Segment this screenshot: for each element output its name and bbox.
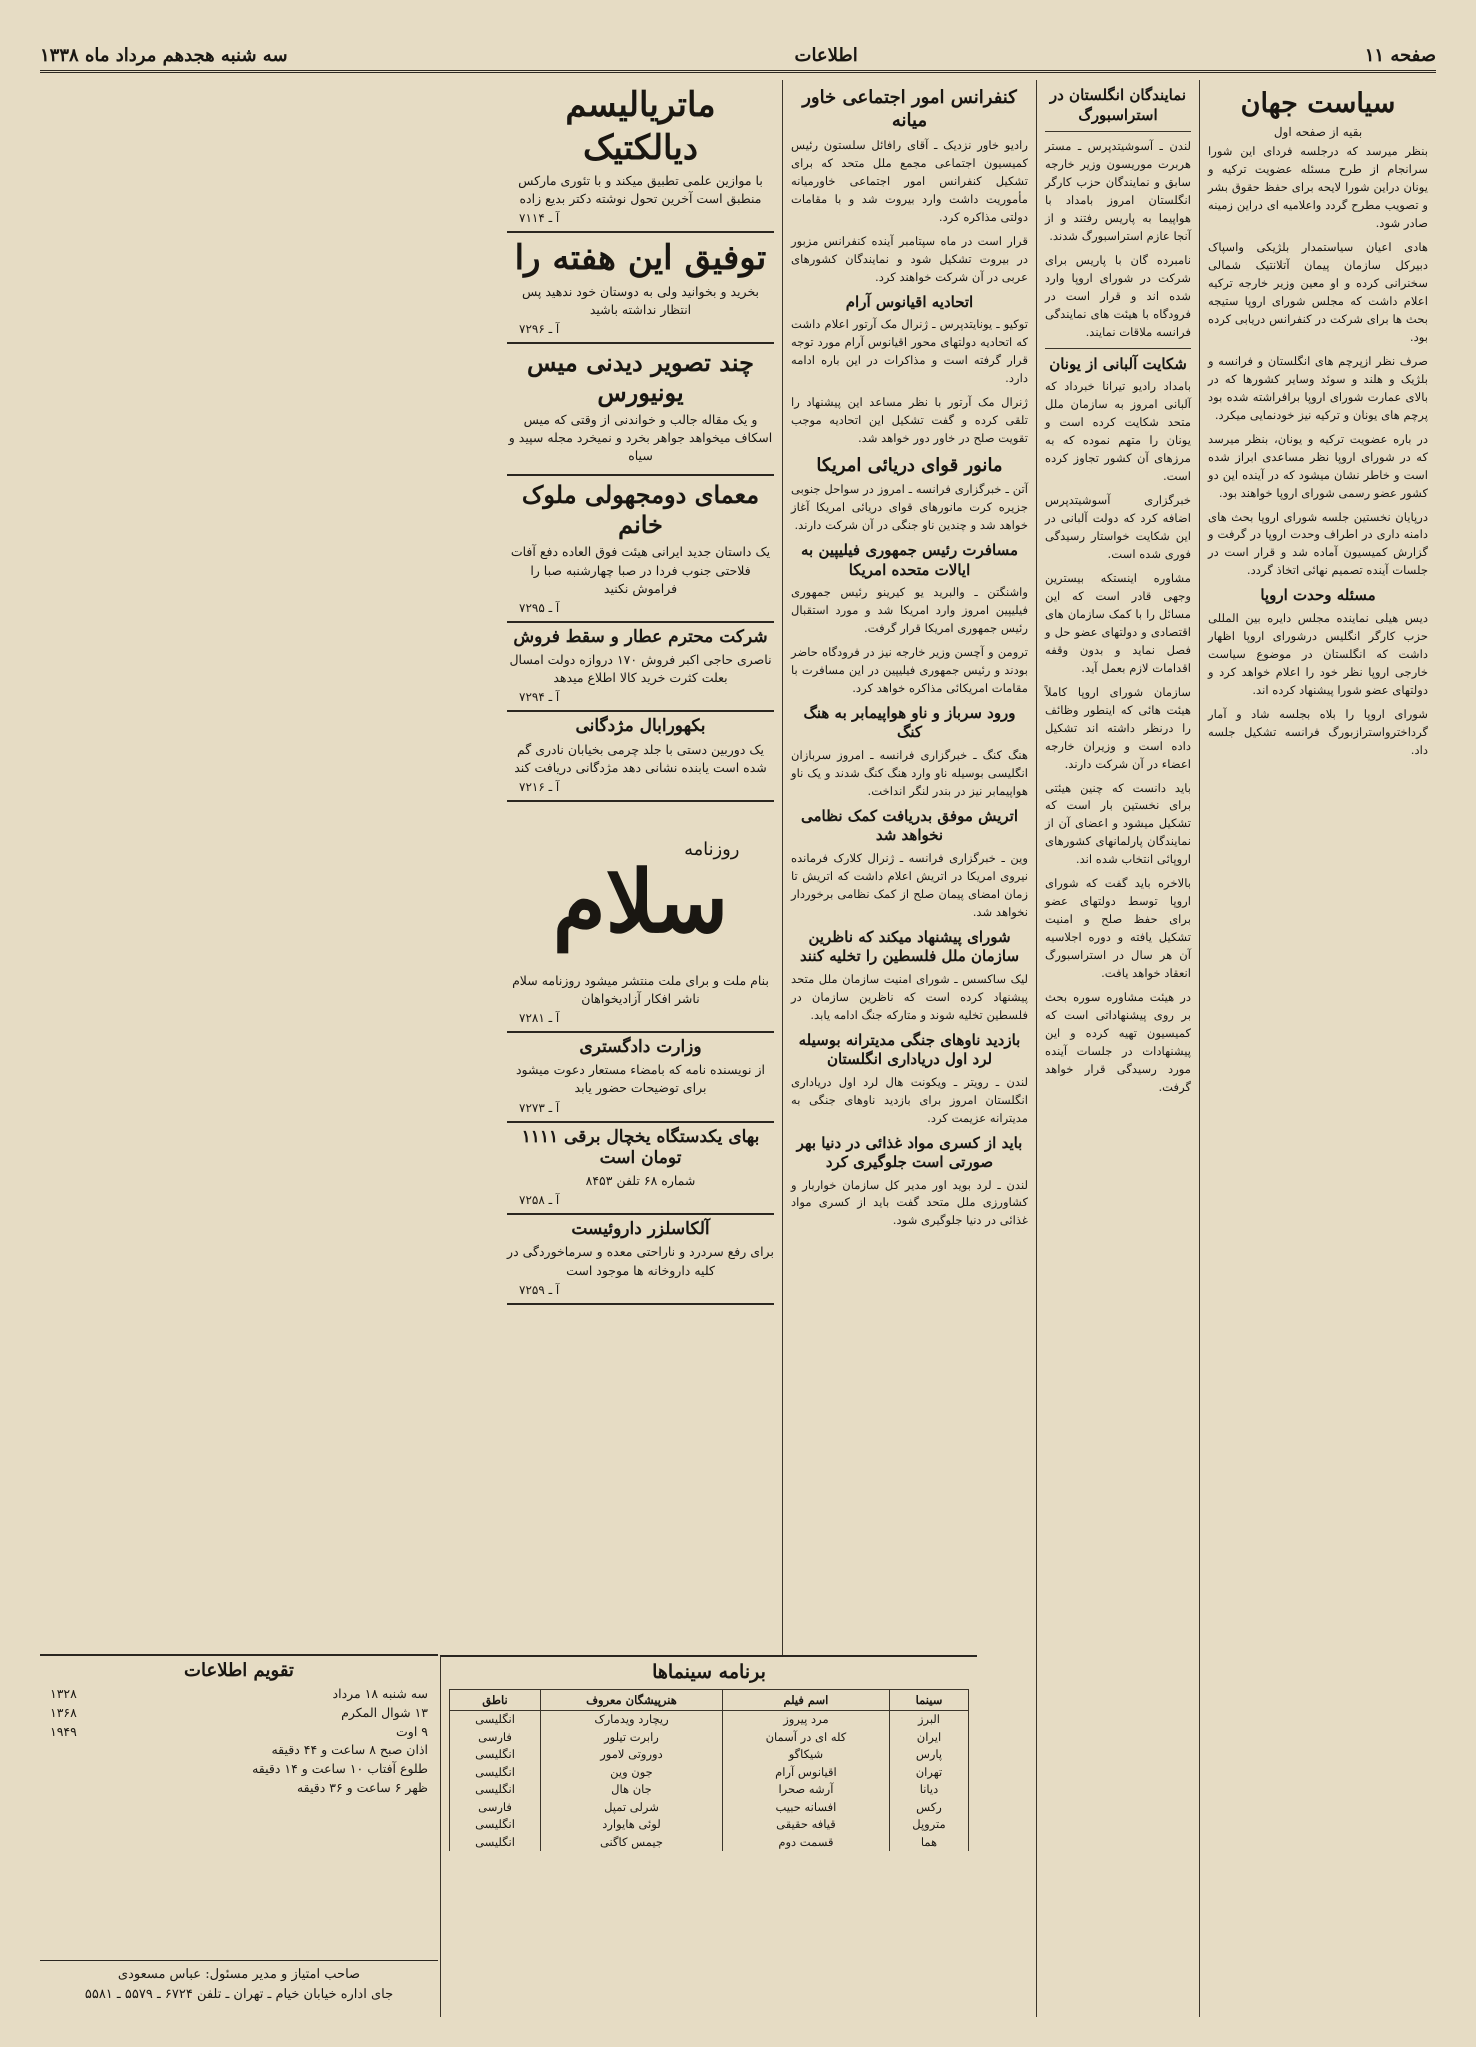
table-row [450,1799,969,1817]
world-politics-title: سیاست جهان [1240,88,1396,119]
page-number: صفحه ۱۱ [1364,44,1436,66]
calendar-value: ۱۹۴۹ [50,1723,77,1739]
ad-block [507,344,774,476]
ad-block [507,1123,774,1216]
palestine-heading: شورای پیشنهاد میکند که ناظرین سازمان ملل فلسطین را تخلیه کنند [799,927,1020,966]
table-row [450,1764,969,1782]
article-paragraph: قرار است در ماه سپتامبر آینده کنفرانس مزبور در بیروت تشکیل شود و نمایندگان کشورهای عربی در آن شرکت خواهند کرد. [791,233,1028,284]
ad-text: یک داستان جدید ایرانی هیئت فوق العاده دفع آفات فلاحتی جنوب فردا در صبا چهارشنبه صبا را فراموش نکنید [510,544,771,596]
logo-name-text: سلام [552,852,729,953]
hongkong-heading: ورود سرباز و ناو هواپیمابر به هنگ کنگ [803,703,1016,742]
ad-heading: آلکاسلزر داروئیست [571,1219,710,1240]
table-cell: افسانه حبیب [722,1799,889,1817]
calendar-label: اذان صبح ۸ ساعت و ۴۴ دقیقه [271,1742,428,1758]
table-cell: انگلیسی [450,1781,541,1799]
column-header: ناطق [450,1690,541,1711]
ad-heading: بهای یکدستگاه یخچال برقی ۱۱۱۱ تومان است [521,1126,760,1168]
ad-block [507,1033,774,1123]
ad-block [507,712,774,802]
article-paragraph: در هیئت مشاوره سوره بحث بر روی پیشنهاداتی است که کمیسیون تهیه کرده و این پیشنهادات در جلسات آینده مورد رسیدگی قرار خواهد گرفت. [1045,990,1191,1094]
ad-heading: وزارت دادگستری [579,1037,702,1057]
table-row [450,1746,969,1764]
column-header: هنرپیشگان معروف [541,1690,723,1711]
table-cell: انگلیسی [450,1746,541,1764]
article-paragraph: باید دانست که چنین هیئتی برای نخستین بار است که تشکیل میشود و اعضای آن از نمایندگان پارلمانهای کشورهای اروپائی انتخاب شده اند. [1045,780,1191,867]
table-cell: انگلیسی [450,1834,541,1852]
cinema-title: برنامه سینماها [652,1661,766,1683]
calendar-row [40,1723,438,1742]
table-cell: تهران [889,1764,968,1782]
ad-heading: ماتریالیسم دیالکتیک [565,85,716,168]
table-cell: جیمس کاگنی [541,1834,723,1852]
table-cell: لوئی هایوارد [541,1816,723,1834]
pacific-union-heading: اتحادیه اقیانوس آرام [845,292,974,311]
table-row [450,1816,969,1834]
column-header: سینما [889,1690,968,1711]
table-cell: دیانا [889,1781,968,1799]
article-paragraph: بامداد رادیو تیرانا خبرداد که آلبانی امروز به سازمان ملل متحد شکایت کرده است و یونان را متهم نموده که به مرزهای آن کشور تجاوز کرده است. [1045,379,1191,483]
austria-heading: اتریش موفق بدریافت کمک نظامی نخواهد شد [800,806,1019,845]
calendar-value: ۱۳۲۸ [50,1686,77,1701]
mediterranean-heading: بازدید ناوهای جنگی مدیترانه بوسیله لرد اول دریاداری انگلستان [798,1030,1021,1069]
article-paragraph: رادیو خاور نزدیک ـ آقای رافائل سلستون رئیس کمیسیون اجتماعی مجمع ملل متحد که برای تشکیل کنفرانس امور اجتماعی خاورمیانه مأموریت داشت وارد بیروت شد و با مقامات دولتی مذاکره کرد. [791,137,1028,224]
address-line: جای اداره خیابان خیام ـ تهران ـ تلفن ۶۷۲۴ ـ ۵۵۷۹ ـ ۵۵۸۱ [84,1986,394,2002]
article-paragraph: درپایان نخستین جلسه شورای اروپا بحث های دامنه داری در اطراف وحدت اروپا در گرفت و گزارش کمیسیون آماده شد و قرار است در جلسات آینده تصمیم نهائی اتخاذ گردد. [1208,509,1428,578]
world-politics-subtitle: بقیه از صفحه اول [1273,125,1363,140]
article-paragraph: دیس هیلی نماینده مجلس دایره بین المللی حزب کارگر انگلیس درشورای اروپا اظهار داشت که انگلستان در موضوع سیاست خارجی اروپا نظر خود را اعلام خواهد کرد و دولتهای عضو شورا پیشنهاد کرده اند. [1208,610,1428,697]
table-cell: رکس [889,1799,968,1817]
article-paragraph: آتن ـ خبرگزاری فرانسه ـ امروز در سواحل جنوبی جزیره کرت مانورهای قوای دریائی امریکا آغاز خواهد شد و چندین ناو جنگی در آن شرکت دارند. [791,482,1028,533]
calendar-label: سه شنبه ۱۸ مرداد [332,1686,428,1701]
ad-text: برای رفع سردرد و ناراحتی معده و سرماخوردگی در کلیه داروخانه ها موجود است [507,1244,774,1278]
calendar-row [40,1760,438,1779]
calendar-label: ظهر ۶ ساعت و ۳۶ دقیقه [296,1779,428,1795]
ad-text: از نویسنده نامه که بامضاء مستعار دعوت میشود برای توضیحات حضور یابد [515,1062,765,1096]
table-cell: جون وین [541,1764,723,1782]
ad-code: آ ـ ۷۲۹۴ [519,690,560,705]
column-world-politics [1199,80,1436,2017]
table-cell: قسمت دوم [722,1834,889,1852]
article-paragraph: بالاخره باید گفت که شورای اروپا توسط دولتهای عضو برای حفظ صلح و امنیت تشکیل یافته و دوره اجلاسیه آن هر سال در استراسبورگ انعقاد خواهد یافت. [1045,876,1191,981]
ad-heading: معمای دومجهولی ملوک خانم [521,480,760,540]
ad-text: و یک مقاله جالب و خواندنی از وقتی که میس اسکاف میخواهد جواهر بخرد و نمیخرد مجله سپید و سیاه [508,412,773,464]
table-row [450,1711,969,1729]
table-cell: پارس [889,1746,968,1764]
article-paragraph: نامبرده گان با پاریس برای شرکت در شورای اروپا وارد شده اند و قرار است در فرودگاه با هیئت های نمایندگی فرانسه ملاقات نمایند. [1045,252,1191,339]
divider [1045,131,1191,132]
albania-complaint-title: شکایت آلبانی از یونان [1049,354,1187,373]
calendar-label: طلوع آفتاب ۱۰ ساعت و ۱۴ دقیقه [252,1761,428,1776]
ad-code: آ ـ ۷۲۱۶ [519,779,560,794]
ad-text: یک دوربین دستی با جلد چرمی بخیابان نادری گم شده است یابنده نشانی دهد مژدگانی دریافت کند [514,741,767,775]
table-cell: رابرت تیلور [541,1729,723,1747]
ad-block [507,1215,774,1305]
ad-heading: توفیق این هفته را [514,238,767,279]
table-cell: فارسی [450,1799,541,1817]
calendar-label: ۱۳ شوال المکرم [341,1704,428,1720]
paper-name: اطلاعات [794,44,858,66]
table-cell: متروپل [889,1816,968,1834]
article-paragraph: واشنگتن ـ والبرید یو کیرینو رئیس جمهوری فیلیپین امروز وارد امریکا شد و مورد استقبال رئیس جمهوری امریکا قرار گرفت. [791,585,1028,636]
british-delegates-title: نمایندگان انگلستان در استراسبورگ [1049,86,1187,124]
table-cell: قیافه حقیقی [722,1816,889,1834]
calendar-rows [40,1685,438,1798]
article-paragraph: لندن ـ لرد بوید اور مدیر کل سازمان خواربار و کشاورزی ملل متحد گفت باید از کسری مواد غذائی در دنیا جلوگیری شود. [791,1177,1028,1228]
calendar-row [40,1741,438,1760]
ad-text: بخرید و بخوانید ولی به دوستان خود ندهید پس انتظار نداشته باشید [521,283,759,317]
ad-code: آ ـ ۷۲۸۱ [519,1011,560,1025]
table-cell: فارسی [450,1729,541,1747]
ad-code: آ ـ ۷۲۹۶ [519,322,560,336]
table-cell: انگلیسی [450,1711,541,1729]
calendar-row [40,1704,438,1723]
ad-block [507,623,774,713]
ad-heading: بکهورابال مژدگانی [575,716,706,737]
article-paragraph: توکیو ـ یونایتدپرس ـ ژنرال مک آرتور اعلام داشت که اتحادیه دولتهای محور اقیانوس آرام مورد توجه قرار گرفته است و مذاکرات در این باره ادامه دارد. [791,317,1028,385]
table-row [450,1834,969,1852]
cinema-table [449,1689,969,1851]
ad-text: با موازین علمی تطبیق میکند و با تئوری مارکس منطبق است آخرین تحول نوشته دکتر بدیع زاده [518,173,763,207]
table-header-row [450,1690,969,1711]
column-british-delegates [1036,80,1199,2017]
middle-east-conference-title: کنفرانس امور اجتماعی خاور میانه [802,87,1017,132]
article-paragraph: ترومن و آچسن وزیر خارجه نیز در فرودگاه حاضر بودند و رئیس جمهوری فیلیپین در این مسافرت با مقامات امریکائی مذاکره خواهد کرد. [791,645,1028,695]
article-paragraph: صرف نظر ازپرچم های انگلستان و فرانسه و بلژیک و هلند و سوئد وسایر کشورها که در بالای عمارت شورای اروپا برافراشته شده بود پرچم های یونان و ترکیه نیز خودنمایی میکرد. [1208,353,1428,422]
ad-block [507,80,774,233]
issue-date: سه شنبه هجدهم مرداد ماه ۱۳۳۸ [40,44,288,66]
ad-text: شماره ۶۸ تلفن ۸۴۵۳ [585,1173,696,1188]
logo-small-text: روزنامه [684,838,740,860]
table-cell: جان هال [541,1781,723,1799]
calendar-title: تقویم اطلاعات [184,1660,294,1681]
food-shortage-heading: باید از کسری مواد غذائی در دنیا بهر صورتی است جلوگیری کرد [796,1133,1023,1172]
ad-block [507,476,774,622]
article-paragraph: لندن ـ آسوشیتدپرس ـ مستر هربرت موریسون وزیر خارجه سابق و نمایندگان حزب کارگر انگلستان امروز بامداد با هواپیما به پاریس رفتند و از آنجا عازم استراسبورگ شدند. [1045,139,1191,243]
salam-logo-image [507,819,774,959]
table-cell: کله ای در آسمان [722,1729,889,1747]
cinema-programme [440,1655,977,2017]
table-cell: هما [889,1834,968,1852]
table-cell: شیکاگو [722,1746,889,1764]
article-paragraph: هنگ کنگ ـ خبرگزاری فرانسه ـ امروز سربازان انگلیسی بوسیله ناو وارد هنگ کنگ شدند و یک ناو هواپیمابر نیز در بندر لنگر انداخت. [791,747,1028,798]
calendar-box [40,1654,438,1798]
article-paragraph: لیک ساکسس ـ شورای امنیت سازمان ملل متحد پیشنهاد کرده است که ناظرین سازمان در فلسطین تخلیه شوند و متارکه جنگ ادامه یابد. [791,971,1028,1022]
column-header: اسم فیلم [722,1690,889,1711]
divider [1045,348,1191,349]
table-cell: دوروتی لامور [541,1746,723,1764]
ad-heading: شرکت محترم عطار و سقط فروش [513,626,768,647]
column-middle-east [782,80,1036,1655]
ad-code: آ ـ ۷۲۷۳ [519,1100,560,1115]
table-row [450,1729,969,1747]
salam-logo [507,814,774,964]
article-paragraph: شورای اروپا را بلاه بجلسه شاد و آمار گرداخترواسترازبورگ فرانسه تشکیل جلسه داد. [1208,706,1428,757]
article-paragraph: هادی اعیان سیاستمدار بلژیکی واسپاک دبیرکل سازمان پیمان آتلانتیک شمالی سخنرانی کرده و او معین وزیر خارجه ترکیه اعلام داشت که مجلس شورای اروپا ستیجه بحث ها برای شرکت در کنفرانس دریابی کرده بود. [1208,239,1428,344]
salam-newspaper-ad [507,802,774,1033]
ad-text: ناصری حاجی اکبر فروش ۱۷۰ دروازه دولت امسال بعلت کثرت خرید کالا اطلاع میدهد [509,652,772,686]
ad-heading: چند تصویر دیدنی میس یونیورس [527,348,754,407]
table-cell: البرز [889,1711,968,1729]
article-paragraph: وین ـ خبرگزاری فرانسه ـ ژنرال کلارک فرمانده نیروی امریکا در اتریش اعلام داشت که اتریش تا زمان امضای پیمان صلح از کمک نظامی برخوردار نخواهد شد. [791,850,1028,919]
calendar-row [40,1685,438,1704]
europe-unity-heading: مسئله وحدت اروپا [1260,586,1376,605]
article-paragraph: بنظر میرسد که درجلسه فردای این شورا سرانجام از طرح مسئله عضویت ترکیه و یونان دراین شورا لایحه برای حفظ حقوق بشر و تصویب مطرح گردد واعلامیه ای دراین زمینه صادر شود. [1208,144,1428,230]
article-paragraph: مشاوره اینستکه بیسترین وجهی قادر است که این مسائل را با کمک سازمان های اقتصادی و دولتهای عضو حل و فصل نماید و بدون وقفه اقدامات لازم بعمل آید. [1045,570,1191,675]
ad-code: آ ـ ۷۲۵۸ [519,1193,560,1208]
article-paragraph: ژنرال مک آرتور با نظر مساعد این پیشنهاد را تلقی کرده و گفت تشکیل این اتحادیه موجب تقویت صلح در خاور دور خواهد شد. [791,394,1028,445]
naval-maneuver-heading: مانور قوای دریائی امریکا [816,454,1003,476]
calendar-row [40,1779,438,1798]
ad-block [507,233,774,344]
table-cell: انگلیسی [450,1816,541,1834]
table-cell: ریچارد ویدمارک [541,1711,723,1729]
calendar-value: ۱۳۶۸ [50,1704,77,1720]
publisher-signature [40,1960,438,2004]
table-cell: آرشه صحرا [722,1781,889,1799]
article-paragraph: لندن ـ رویتر ـ ویکونت هال لرد اول دریاداری انگلستان امروز برای بازدید ناوهای جنگی به مدیترانه عزیمت کرد. [791,1074,1028,1125]
masthead [40,40,1436,73]
publisher-line: صاحب امتیاز و مدیر مسئول: عباس مسعودی [117,1967,361,1982]
table-cell: مرد پیروز [722,1711,889,1729]
article-paragraph: سازمان شورای اروپا کاملاً هیئت هائی که اینطور وظائف را درنظر داشته اند تشکیل داده است و وزیران خارجه اعضاء در آن شرکت دارند. [1045,684,1191,771]
table-row [450,1781,969,1799]
article-paragraph: در باره عضویت ترکیه و یونان، بنظر میرسد که در شورای اروپا نظر مساعدی ابراز شده است و خاطر نشان میشود که در آینده این دو کشور عضو رسمی شورای اروپا خواهند بود. [1208,431,1428,500]
calendar-label: ۹ اوت [396,1723,428,1739]
table-cell: اقیانوس آرام [722,1764,889,1782]
table-cell: ایران [889,1729,968,1747]
table-cell: شرلی تمپل [541,1799,723,1817]
ad-text: بنام ملت و برای ملت منتشر میشود روزنامه سلام ناشر افکار آزادیخواهان [512,972,769,1006]
ad-code: آ ـ ۷۲۹۵ [519,600,560,615]
ad-code: آ ـ ۷۱۱۴ [519,211,560,226]
philippines-president-heading: مسافرت رئیس جمهوری فیلیپین به ایالات متحده امریکا [801,541,1018,579]
ad-code: آ ـ ۷۲۵۹ [519,1282,560,1297]
cinema-table-body [450,1711,969,1852]
table-cell: انگلیسی [450,1764,541,1782]
article-paragraph: خبرگزاری آسوشیتدپرس اضافه کرد که دولت آلبانی در این شکایت خواستار رسیدگی فوری شده است. [1045,492,1191,561]
